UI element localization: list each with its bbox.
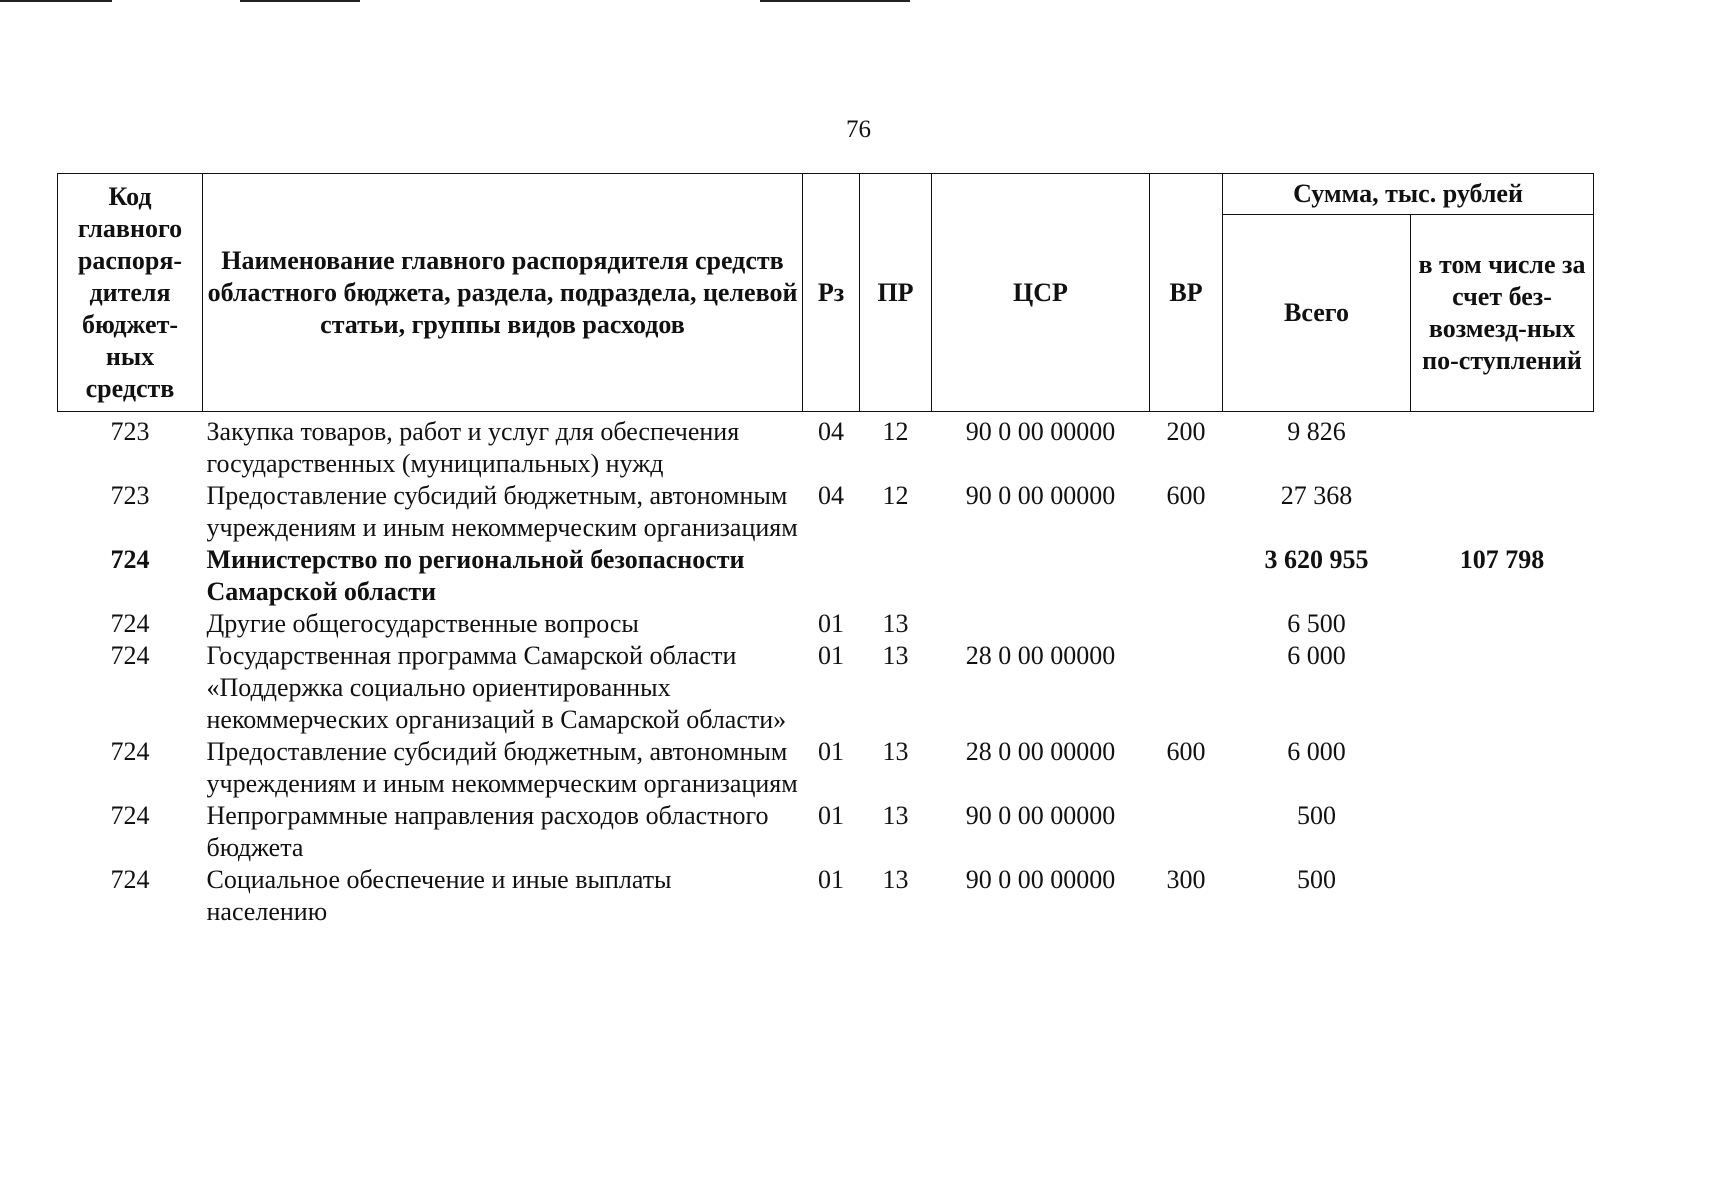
cell-csr: 90 0 00 00000	[965, 417, 1116, 446]
cell-pr	[860, 544, 932, 608]
cell-rz: 01	[818, 801, 844, 830]
cell-csr: 28 0 00 00000	[965, 737, 1116, 766]
cell-code: 724	[110, 545, 150, 574]
cell-rz	[803, 544, 860, 608]
table-row	[58, 608, 1594, 640]
table-row	[58, 480, 1594, 544]
cell-vr: 600	[1166, 481, 1206, 510]
cell-pr: 12	[882, 417, 909, 446]
cell-code: 724	[110, 737, 150, 766]
cell-pr: 13	[882, 609, 909, 638]
cell-grant	[1411, 412, 1594, 481]
header-rz: Рз	[803, 174, 860, 412]
cell-csr: 90 0 00 00000	[965, 865, 1116, 894]
cell-grant: 107 798	[1459, 545, 1545, 574]
cell-rz: 01	[818, 865, 844, 894]
cell-vr	[1150, 640, 1223, 736]
cell-code: 724	[110, 865, 150, 894]
cell-total: 500	[1297, 801, 1336, 830]
cell-name: Непрограммные направления расходов областного бюджета	[206, 801, 769, 862]
cell-vr	[1150, 608, 1223, 640]
cell-total: 9 826	[1287, 417, 1346, 446]
cell-rz: 01	[818, 737, 844, 766]
cell-name: Государственная программа Самарской области «Поддержка социально ориентированных некоммерческих организаций в Самарской области»	[206, 641, 787, 734]
cell-grant	[1411, 640, 1594, 736]
header-pr: ПР	[860, 174, 932, 412]
cell-total: 6 000	[1287, 737, 1346, 766]
cell-pr: 13	[882, 865, 909, 894]
header-grant: в том числе за счет без-возмезд-ных по-ступлений	[1411, 215, 1594, 412]
cell-name: Другие общегосударственные вопросы	[206, 609, 639, 638]
table-row	[58, 736, 1594, 800]
cell-total: 500	[1297, 865, 1336, 894]
cell-code: 724	[110, 641, 150, 670]
budget-table	[57, 173, 1594, 928]
cell-rz: 01	[818, 641, 844, 670]
cell-name: Закупка товаров, работ и услуг для обеспечения государственных (муниципальных) нужд	[206, 417, 740, 478]
cell-pr: 12	[882, 481, 909, 510]
table-row	[58, 640, 1594, 736]
cell-vr: 300	[1166, 865, 1206, 894]
cell-code: 723	[110, 417, 150, 446]
cell-vr	[1150, 800, 1223, 864]
cell-name: Социальное обеспечение и иные выплаты населению	[206, 865, 672, 926]
cell-rz: 04	[818, 481, 844, 510]
cell-pr: 13	[882, 737, 909, 766]
cell-csr: 90 0 00 00000	[965, 801, 1116, 830]
table-row	[58, 800, 1594, 864]
cell-name: Предоставление субсидий бюджетным, автономным учреждениям и иным некоммерческим организациям	[206, 481, 798, 542]
cell-vr: 200	[1166, 417, 1206, 446]
scan-artifact-line	[240, 0, 360, 2]
table-row	[58, 864, 1594, 928]
cell-total: 27 368	[1280, 481, 1353, 510]
cell-grant	[1411, 864, 1594, 928]
cell-vr: 600	[1166, 737, 1206, 766]
cell-vr	[1150, 544, 1223, 608]
header-total: Всего	[1223, 215, 1411, 412]
cell-grant	[1411, 800, 1594, 864]
page-number: 76	[846, 116, 871, 143]
cell-code: 724	[110, 801, 150, 830]
scan-artifact-line	[760, 0, 910, 2]
header-name: Наименование главного распорядителя средств областного бюджета, раздела, подраздела, целевой статьи, группы видов расходов	[203, 174, 803, 412]
header-sum: Сумма, тыс. рублей	[1223, 174, 1594, 215]
table-row	[58, 412, 1594, 481]
cell-csr: 28 0 00 00000	[965, 641, 1116, 670]
cell-pr: 13	[882, 641, 909, 670]
cell-csr	[932, 544, 1150, 608]
cell-rz: 01	[818, 609, 844, 638]
header-csr: ЦСР	[932, 174, 1150, 412]
cell-csr	[932, 608, 1150, 640]
cell-total: 3 620 955	[1264, 545, 1369, 574]
cell-code: 723	[110, 481, 150, 510]
cell-pr: 13	[882, 801, 909, 830]
header-vr: ВР	[1150, 174, 1223, 412]
cell-grant	[1411, 480, 1594, 544]
cell-grant	[1411, 608, 1594, 640]
cell-total: 6 500	[1287, 609, 1346, 638]
cell-total: 6 000	[1287, 641, 1346, 670]
header-code: Код главного распоря-дителя бюджет-ных средств	[58, 174, 203, 412]
scan-artifact-line	[0, 0, 112, 2]
cell-name: Предоставление субсидий бюджетным, автономным учреждениям и иным некоммерческим организациям	[206, 737, 798, 798]
cell-csr: 90 0 00 00000	[965, 481, 1116, 510]
cell-rz: 04	[818, 417, 844, 446]
table-row-ministry	[58, 544, 1594, 608]
cell-name: Министерство по региональной безопасности Самарской области	[206, 545, 745, 606]
cell-code: 724	[110, 609, 150, 638]
cell-grant	[1411, 736, 1594, 800]
